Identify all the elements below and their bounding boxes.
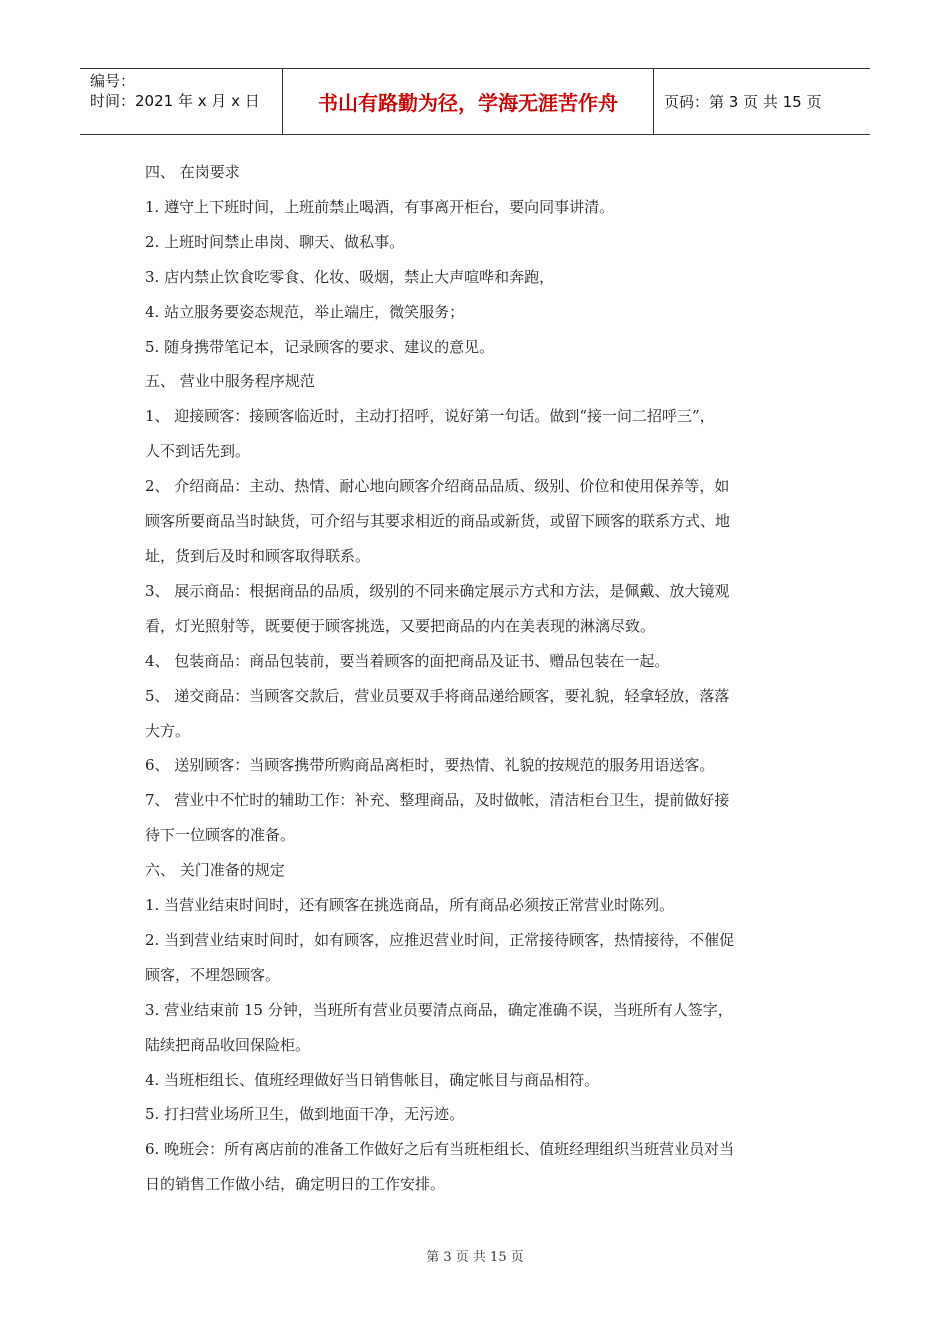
text-line: 3、 展示商品：根据商品的品质，级别的不同来确定展示方式和方法，是佩戴、放大镜观 [145, 581, 730, 600]
text-line: 2. 当到营业结束时间时，如有顾客，应推迟营业时间，正常接待顾客，热情接待，不催促 [145, 930, 735, 949]
text-line: 1. 当营业结束时间时，还有顾客在挑选商品，所有商品必须按正常营业时陈列。 [145, 896, 675, 915]
page-header [80, 68, 870, 135]
text-line: 1、 迎接顾客：接顾客临近时，主动打招呼，说好第一句话。做到“接一问二招呼三”， [145, 407, 715, 426]
text-line: 4. 当班柜组长、值班经理做好当日销售帐目，确定帐目与商品相符。 [145, 1070, 600, 1089]
text-line: 3. 店内禁止饮食吃零食、化妆、吸烟，禁止大声喧哗和奔跑， [145, 267, 555, 286]
text-line: 2、 介绍商品：主动、热情、耐心地向顾客介绍商品品质、级别、价位和使用保养等，如 [145, 477, 730, 496]
text-line: 陆续把商品收回保险柜。 [145, 1035, 311, 1054]
text-line: 大方。 [145, 721, 191, 740]
text-line: 7、 营业中不忙时的辅助工作：补充、整理商品，及时做帐，清洁柜台卫生，提前做好接 [145, 791, 730, 810]
section-heading: 四、 在岗要求 [145, 163, 240, 181]
text-line: 3. 营业结束前 15 分钟，当班所有营业员要清点商品，确定准确不误，当班所有人签字， [145, 1000, 733, 1019]
text-line: 5、 递交商品：当顾客交款后，营业员要双手将商品递给顾客，要礼貌，轻拿轻放，落落 [145, 686, 730, 705]
text-line: 日的销售工作做小结，确定明日的工作安排。 [145, 1175, 446, 1194]
section-heading: 六、 关门准备的规定 [145, 861, 285, 880]
text-line: 5. 随身携带笔记本，记录顾客的要求、建议的意见。 [145, 337, 495, 356]
header-page-number: 页码：第 3 页 共 15 页 [664, 93, 822, 111]
header-meta [80, 69, 282, 134]
section-heading: 五、 营业中服务程序规范 [145, 372, 315, 391]
text-line: 5. 打扫营业场所卫生，做到地面干净，无污迹。 [145, 1105, 465, 1124]
page-footer: 第 3 页 共 15 页 [426, 1250, 524, 1265]
text-line: 2. 上班时间禁止串岗、聊天、做私事。 [145, 232, 405, 251]
text-line: 4. 站立服务要姿态规范，举止端庄，微笑服务； [145, 302, 465, 321]
header-motto: 书山有路勤为径，学海无涯苦作舟 [282, 69, 654, 134]
text-line: 人不到话先到。 [145, 442, 251, 461]
text-line: 顾客，不埋怨顾客。 [145, 965, 281, 984]
document-body [145, 155, 805, 1202]
text-line: 址，货到后及时和顾客取得联系。 [145, 546, 371, 565]
text-line: 看，灯光照射等，既要便于顾客挑选，又要把商品的内在美表现的淋漓尽致。 [145, 616, 656, 635]
text-line: 6. 晚班会：所有离店前的准备工作做好之后有当班柜组长、值班经理组织当班营业员对当 [145, 1140, 735, 1159]
text-line: 待下一位顾客的准备。 [145, 826, 296, 845]
text-line: 6、 送别顾客：当顾客携带所购商品离柜时，要热情、礼貌的按规范的服务用语送客。 [145, 756, 715, 775]
text-line: 4、 包装商品：商品包装前，要当着顾客的面把商品及证书、赠品包装在一起。 [145, 651, 670, 670]
text-line: 顾客所要商品当时缺货，可介绍与其要求相近的商品或新货，或留下顾客的联系方式、地 [145, 512, 731, 531]
document-number-label: 编号： [90, 72, 136, 90]
text-line: 1. 遵守上下班时间，上班前禁止喝酒，有事离开柜台，要向同事讲清。 [145, 197, 615, 216]
document-date-label: 时间：2021 年 x 月 x 日 [90, 92, 260, 110]
